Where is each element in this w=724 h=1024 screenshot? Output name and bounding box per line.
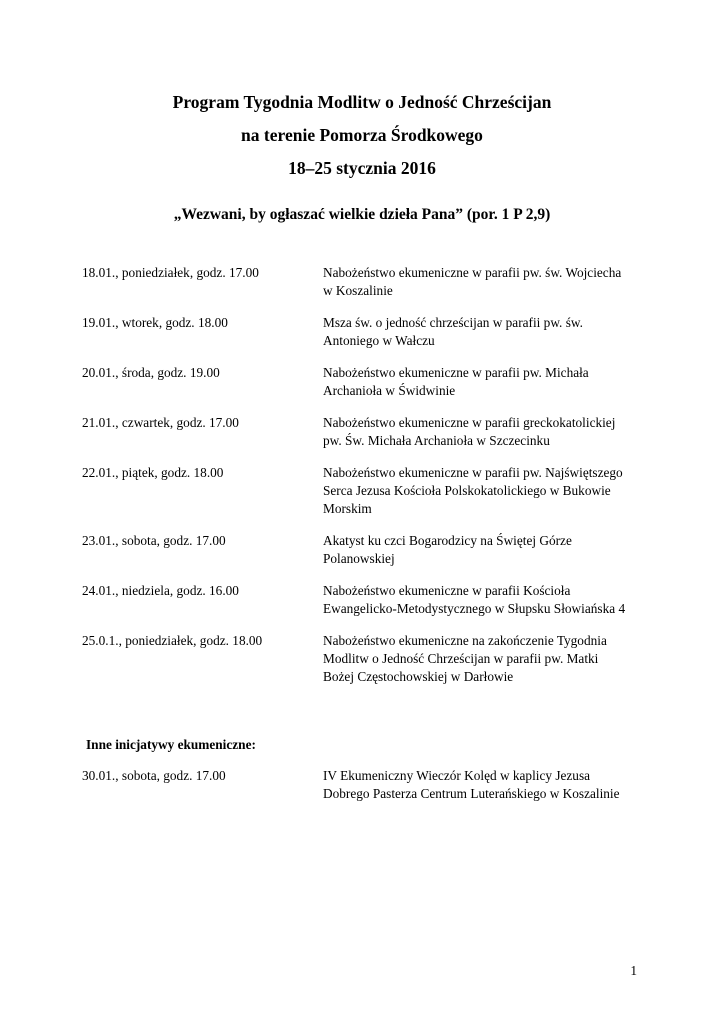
schedule-description — [323, 532, 663, 568]
schedule-description — [323, 767, 663, 803]
description-line: IV Ekumeniczny Wieczór Kolęd w kaplicy Jezusa — [323, 768, 591, 783]
schedule-list — [82, 264, 672, 700]
description-line: Archanioła w Świdwinie — [323, 383, 456, 398]
document-title — [0, 86, 724, 185]
title-line-3-dates: 18–25 stycznia 2016 — [288, 158, 436, 178]
description-line: w Koszalinie — [323, 283, 393, 298]
schedule-date: 19.01., wtorek, godz. 18.00 — [82, 315, 228, 330]
schedule-row — [82, 414, 672, 450]
page-number: 1 — [630, 963, 637, 978]
schedule-date: 18.01., poniedziałek, godz. 17.00 — [82, 265, 259, 280]
schedule-date: 25.0.1., poniedziałek, godz. 18.00 — [82, 633, 263, 648]
schedule-row — [82, 767, 672, 803]
motto: „Wezwani, by ogłaszać wielkie dzieła Pana” (por. 1 P 2,9) — [173, 206, 551, 223]
schedule-date: 22.01., piątek, godz. 18.00 — [82, 465, 224, 480]
schedule-description — [323, 314, 663, 350]
title-line-2: na terenie Pomorza Środkowego — [241, 125, 483, 145]
schedule-date: 21.01., czwartek, godz. 17.00 — [82, 415, 239, 430]
schedule-row — [82, 364, 672, 400]
description-line: Nabożeństwo ekumeniczne w parafii pw. Najświętszego — [323, 465, 623, 480]
description-line: Modlitw o Jedność Chrześcijan w parafii pw. Matki — [323, 651, 599, 666]
description-line: Msza św. o jedność chrześcijan w parafii pw. św. — [323, 315, 583, 330]
schedule-date: 20.01., środa, godz. 19.00 — [82, 365, 220, 380]
description-line: Nabożeństwo ekumeniczne w parafii greckokatolickiej — [323, 415, 616, 430]
schedule-row — [82, 632, 672, 686]
description-line: Akatyst ku czci Bogarodzicy na Świętej Górze — [323, 533, 572, 548]
description-line: Nabożeństwo ekumeniczne w parafii pw. św. Wojciecha — [323, 265, 622, 280]
schedule-description — [323, 464, 663, 518]
description-line: Polanowskiej — [323, 551, 395, 566]
schedule-description — [323, 414, 663, 450]
schedule-description — [323, 632, 663, 686]
schedule-description — [323, 582, 663, 618]
description-line: Morskim — [323, 501, 372, 516]
schedule-row — [82, 464, 672, 518]
schedule-date: 23.01., sobota, godz. 17.00 — [82, 533, 226, 548]
schedule-row — [82, 264, 672, 300]
schedule-date: 24.01., niedziela, godz. 16.00 — [82, 583, 239, 598]
description-line: Serca Jezusa Kościoła Polskokatolickiego w Bukowie — [323, 483, 611, 498]
schedule-description — [323, 264, 663, 300]
description-line: Bożej Częstochowskiej w Darłowie — [323, 669, 514, 684]
schedule-description — [323, 364, 663, 400]
description-line: Antoniego w Wałczu — [323, 333, 435, 348]
schedule-row — [82, 532, 672, 568]
description-line: Nabożeństwo ekumeniczne w parafii Kościoła — [323, 583, 571, 598]
title-line-1: Program Tygodnia Modlitw o Jedność Chrześcijan — [172, 92, 552, 112]
description-line: Dobrego Pasterza Centrum Luterańskiego w Koszalinie — [323, 786, 620, 801]
description-line: Nabożeństwo ekumeniczne w parafii pw. Michała — [323, 365, 589, 380]
schedule-row — [82, 582, 672, 618]
other-initiatives-heading: Inne inicjatywy ekumeniczne: — [86, 737, 256, 752]
description-line: Nabożeństwo ekumeniczne na zakończenie Tygodnia — [323, 633, 607, 648]
description-line: pw. Św. Michała Archanioła w Szczecinku — [323, 433, 550, 448]
description-line: Ewangelicko-Metodystycznego w Słupsku Słowiańska 4 — [323, 601, 626, 616]
schedule-row — [82, 314, 672, 350]
schedule-date: 30.01., sobota, godz. 17.00 — [82, 768, 226, 783]
other-initiatives-list — [82, 767, 672, 817]
